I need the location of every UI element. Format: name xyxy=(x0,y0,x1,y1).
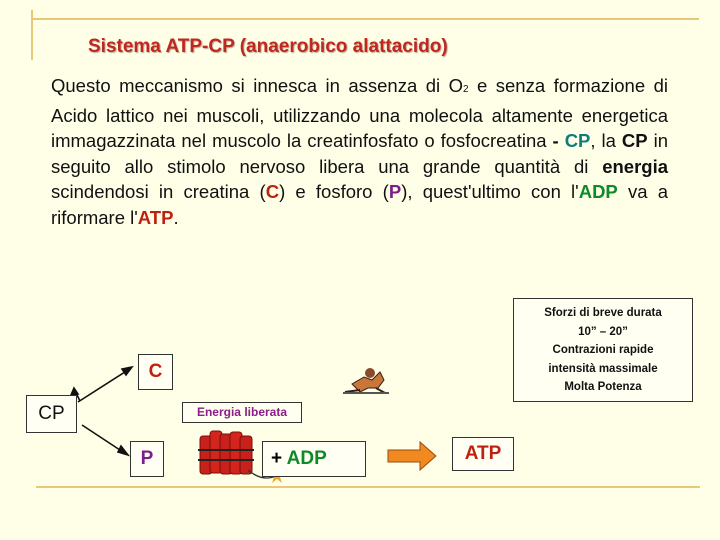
info-line: Contrazioni rapide xyxy=(552,344,654,356)
info-line: Molta Potenza xyxy=(564,381,642,393)
split-arrows xyxy=(71,367,132,455)
cp-box xyxy=(26,395,77,433)
atp-box xyxy=(452,437,514,471)
p-label: P xyxy=(140,448,154,469)
energia-liberata-box xyxy=(182,402,302,423)
fosforo-box xyxy=(130,441,164,477)
adp-box xyxy=(262,441,366,477)
right-arrow-icon xyxy=(388,442,436,470)
creatina-box xyxy=(138,354,173,390)
plus-sign: + xyxy=(271,448,287,469)
c-label: C xyxy=(148,361,163,382)
info-line: 10” – 20” xyxy=(578,325,628,338)
slide-title: Sistema ATP-CP (anaerobico alattacido) xyxy=(88,36,448,57)
body-paragraph: Questo meccanismo si innesca in assenza di O2 e senza formazione di Acido lattico nei muscoli, utilizzando una molecola altamente energetica immagazzinata nel muscolo la creatinfosfato o fosfocreatina - CP, la CP in seguito allo stimolo nervoso libera una grande quantità di energia scindendosi in creatina (C) e fosforo (P), quest'ultimo con l'ADP va a riformare l'ATP. xyxy=(51,75,668,228)
cp-label: CP xyxy=(38,403,65,424)
info-line: Sforzi di breve durata xyxy=(544,307,662,319)
adp-label: ADP xyxy=(286,448,327,469)
info-line: intensità massimale xyxy=(548,362,658,375)
sprinter-icon xyxy=(343,368,389,394)
energia-label: Energia liberata xyxy=(196,405,288,419)
cp-term: CP xyxy=(564,130,591,152)
atp-label: ATP xyxy=(464,443,502,464)
